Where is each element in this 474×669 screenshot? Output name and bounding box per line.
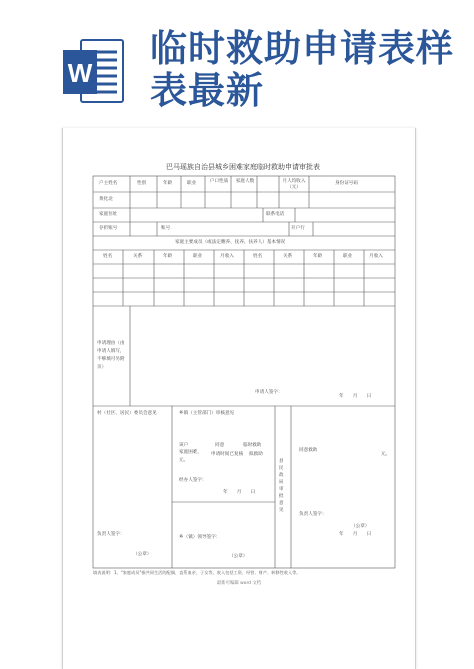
label-bank: 存折账号 <box>99 226 118 231</box>
dept-text-3: 同意 <box>215 443 225 448</box>
label-phone: 联系电话 <box>266 212 285 217</box>
dept-text-7: 拟救助 <box>249 452 263 457</box>
village-seal: （公章） <box>133 552 152 557</box>
member-header-1: 姓名 <box>103 254 113 259</box>
members-caption: 家庭主要成员（或法定赡养、抚养、扶养人）基本情况 <box>175 240 286 245</box>
banner <box>0 0 474 122</box>
approval-date: 年 月 日 <box>339 532 372 537</box>
approval-sign: 负责人签字： <box>299 512 327 517</box>
form-title: 巴马瑶族自治县城乡困难家庭临时救助申请审批表 <box>166 163 320 171</box>
approval-seal: （公章） <box>351 524 370 529</box>
dept-label: 乡镇（主管部门）审核意见 <box>179 411 235 416</box>
fill-note: 填表说明：1、"家庭成员"指共同生活的配偶、直系血亲、子女等，收入包括工资、经营、财产、转移性收入等。 <box>93 570 301 575</box>
dept-text-6: 申请时间已复核 <box>211 452 244 457</box>
label-account: 账号 <box>161 226 171 231</box>
label-account-holder: 开户行 <box>291 226 305 231</box>
applicant-sign: 申请人签字： <box>255 390 283 395</box>
dept-handler: 经办人签字： <box>179 478 207 483</box>
label-sex: 性别 <box>137 181 147 186</box>
head-name-value: 黄化北 <box>99 197 113 202</box>
member-header-8: 年龄 <box>313 254 323 259</box>
page-footer: 最新可编辑 word 文档 <box>216 581 262 586</box>
document-page <box>62 128 416 669</box>
member-header-10: 月收入 <box>369 254 383 259</box>
label-family-size: 家庭人数 <box>235 179 255 184</box>
town-sign: 乡（镇）领导签字： <box>179 535 221 540</box>
member-header-6: 姓名 <box>253 254 263 259</box>
word-document-icon <box>63 38 125 106</box>
label-occupation: 职业 <box>187 181 197 186</box>
title-line-2: 表最新 <box>150 69 264 112</box>
approval-label: 同意救助 <box>299 448 318 453</box>
dept-date: 年 月 日 <box>223 490 256 495</box>
page-title <box>150 28 454 112</box>
title-line-1: 临时救助申请表样 <box>150 27 454 70</box>
member-header-9: 职业 <box>343 254 353 259</box>
label-hukou: 户口性质 <box>209 179 229 184</box>
dept-text-1: 该户 <box>179 443 189 448</box>
member-header-4: 职业 <box>193 254 203 259</box>
member-header-7: 关系 <box>283 254 293 259</box>
member-header-5: 月收入 <box>220 254 234 259</box>
label-monthly-income: 月人均收入（元） <box>282 179 306 190</box>
reason-label: 申请理由（由申请人填写，不够填可另附页） <box>97 341 125 370</box>
word-icon-letter: W <box>67 58 93 88</box>
member-header-3: 年龄 <box>163 254 173 259</box>
dept-text-5: 元。 <box>179 458 189 463</box>
applicant-date: 年 月 日 <box>339 394 372 399</box>
approval-yuan: 元。 <box>381 452 391 457</box>
label-age: 年龄 <box>163 181 173 186</box>
label-head-name: 户主姓名 <box>99 181 118 186</box>
dept-text-4: 临时救助 <box>243 443 262 448</box>
approval-vertical-label: 县民政局审批意见 <box>279 459 284 513</box>
dept-text-2: 家庭困难， <box>179 450 202 455</box>
member-header-2: 关系 <box>133 254 143 259</box>
town-seal: （公章） <box>229 554 248 559</box>
label-id-card: 身份证号码 <box>335 181 358 186</box>
village-label: 村（社区、居民）委员会意见 <box>97 411 157 416</box>
label-address: 家庭住址 <box>99 212 118 217</box>
village-sign: 负责人签字： <box>97 532 125 537</box>
